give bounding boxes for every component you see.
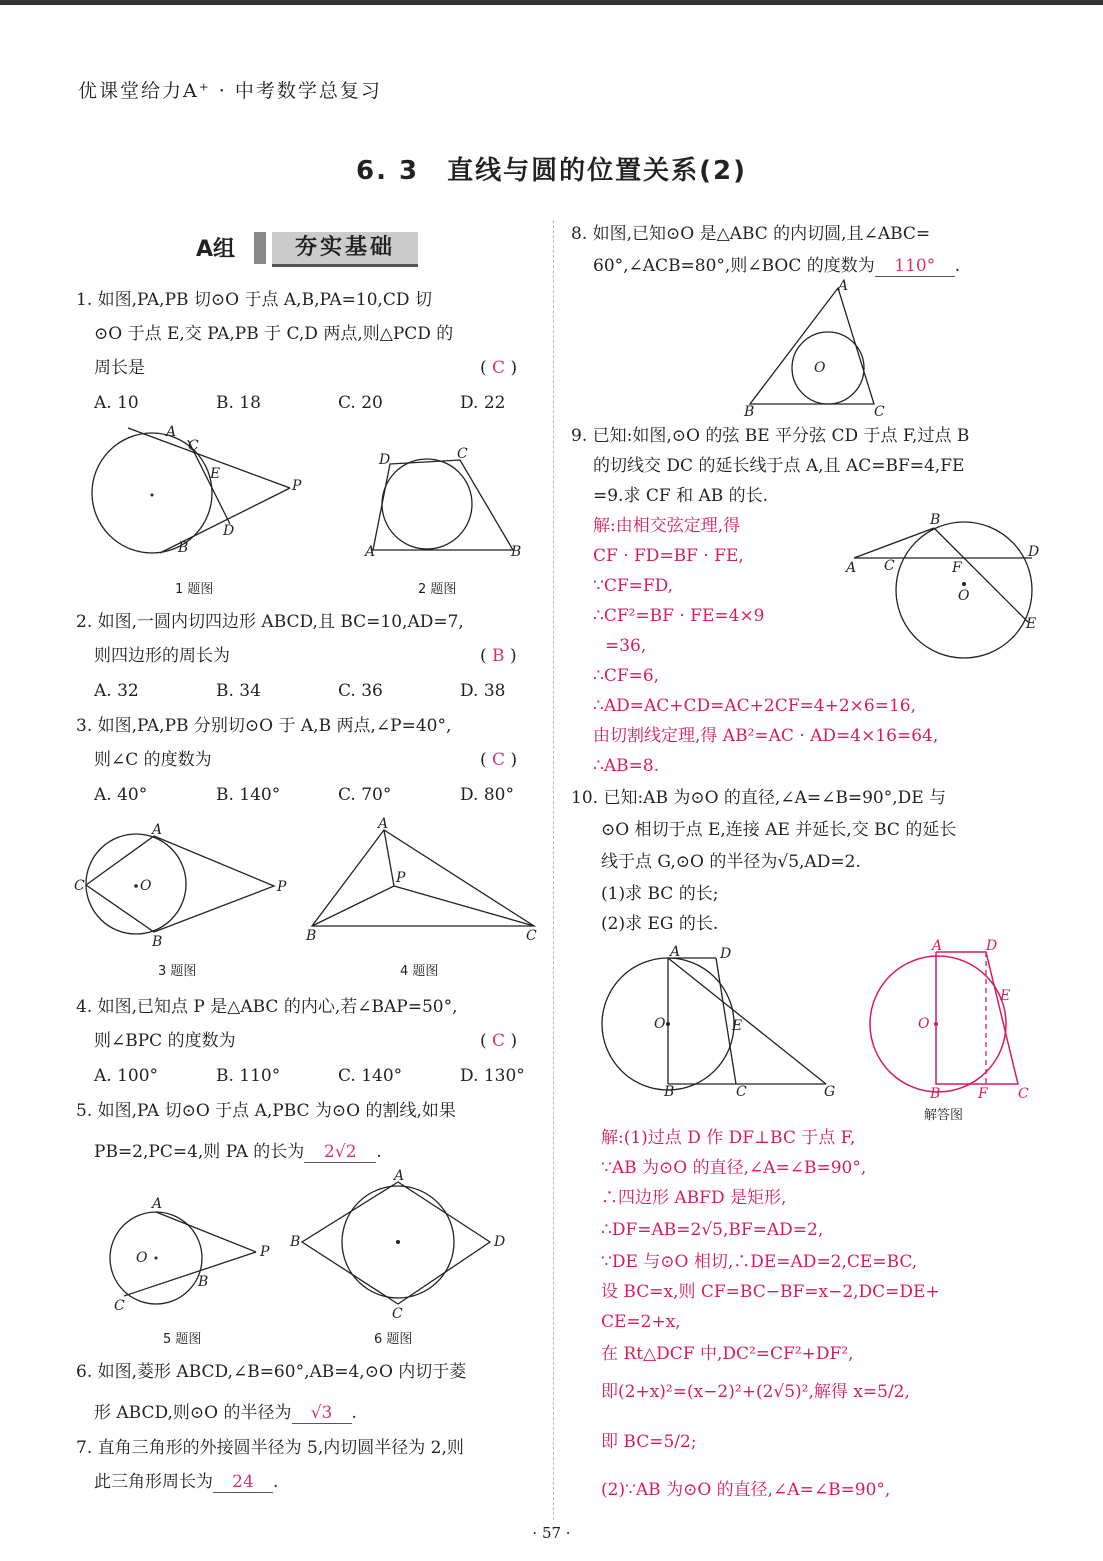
svg-text:B: B	[930, 512, 941, 528]
q10-solution-2: ∵AB 为⊙O 的直径,∠A=∠B=90°,	[601, 1158, 867, 1178]
q1-line1: 1. 如图,PA,PB 切⊙O 于点 A,B,PA=10,CD 切	[76, 290, 432, 310]
figure-5-caption: 5 题图	[163, 1332, 202, 1347]
svg-text:B: B	[930, 1086, 941, 1102]
svg-text:C: C	[1018, 1086, 1029, 1102]
q6-line2: 形 ABCD,则⊙O 的半径为 √3 .	[94, 1403, 357, 1423]
section-name: 直线与圆的位置关系(2)	[447, 156, 747, 186]
q10-solution-5: ∵DE 与⊙O 相切,∴DE=AD=2,CE=BC,	[601, 1252, 918, 1272]
q1-option-a: A. 10	[94, 393, 139, 413]
svg-text:D: D	[720, 946, 732, 962]
q3-answer: ( C )	[480, 750, 518, 770]
figure-5	[104, 1196, 284, 1316]
svg-text:O: O	[140, 878, 152, 894]
svg-text:O: O	[918, 1016, 930, 1032]
svg-text:A: A	[670, 944, 681, 960]
q9-line3: =9.求 CF 和 AB 的长.	[593, 486, 769, 506]
svg-text:D: D	[494, 1234, 506, 1250]
svg-text:F: F	[978, 1086, 988, 1102]
svg-text:O: O	[814, 360, 826, 376]
svg-text:E: E	[732, 1018, 743, 1034]
figure-10	[598, 944, 838, 1100]
svg-text:E: E	[210, 466, 221, 482]
q5-line1: 5. 如图,PA 切⊙O 于点 A,PBC 为⊙O 的割线,如果	[76, 1101, 456, 1121]
svg-text:D: D	[223, 523, 235, 539]
q3-option-b: B. 140°	[216, 785, 281, 805]
svg-text:A: A	[838, 278, 849, 294]
q4-line1: 4. 如图,已知点 P 是△ABC 的内心,若∠BAP=50°,	[76, 997, 458, 1017]
svg-text:A: A	[152, 1196, 163, 1212]
column-divider	[553, 220, 554, 1520]
svg-text:B: B	[198, 1274, 209, 1290]
page-number: · 57 ·	[532, 1524, 571, 1542]
q4-line2: 则∠BPC 的度数为	[94, 1031, 236, 1051]
q1-line2: ⊙O 于点 E,交 PA,PB 于 C,D 两点,则△PCD 的	[94, 324, 454, 344]
q8-line2: 60°,∠ACB=80°,则∠BOC 的度数为 110° .	[593, 256, 961, 276]
q9-solution-7: ∴AD=AC+CD=AC+2CF=4+2×6=16,	[593, 696, 916, 716]
svg-text:O: O	[654, 1016, 666, 1032]
svg-text:C: C	[884, 558, 895, 574]
q9-solution-9: ∴AB=8.	[593, 756, 660, 776]
figure-8	[742, 278, 902, 422]
q5-line2: PB=2,PC=4,则 PA 的长为 2√2 .	[94, 1142, 382, 1162]
q10-solution-3: ∴四边形 ABFD 是矩形,	[601, 1188, 787, 1208]
svg-text:C: C	[736, 1084, 747, 1100]
section-title	[0, 150, 1103, 187]
q1-answer: ( C )	[480, 358, 518, 378]
q9-line1: 9. 已知:如图,⊙O 的弦 BE 平分弦 CD 于点 F,过点 B	[571, 426, 970, 446]
svg-text:B: B	[290, 1234, 301, 1250]
book-header: 优课堂给力A⁺ · 中考数学总复习	[78, 80, 382, 102]
q10-solution-11: (2)∵AB 为⊙O 的直径,∠A=∠B=90°,	[601, 1480, 891, 1500]
q1-option-d: D. 22	[460, 393, 506, 413]
svg-text:B: B	[664, 1084, 675, 1100]
q2-line1: 2. 如图,一圆内切四边形 ABCD,且 BC=10,AD=7,	[76, 612, 464, 632]
svg-text:P: P	[396, 870, 406, 886]
q9-solution-6: ∴CF=6,	[593, 666, 660, 686]
svg-text:O: O	[136, 1250, 148, 1266]
q2-option-a: A. 32	[94, 681, 139, 701]
q4-option-c: C. 140°	[338, 1066, 403, 1086]
q10-line3: 线于点 G,⊙O 的半径为√5,AD=2.	[601, 852, 861, 872]
svg-text:C: C	[114, 1298, 125, 1314]
svg-text:F: F	[952, 560, 962, 576]
q10-solution-8: 在 Rt△DCF 中,DC²=CF²+DF²,	[601, 1344, 854, 1364]
svg-text:A: A	[932, 938, 943, 954]
group-name: 夯实基础	[272, 232, 418, 267]
top-rule	[0, 0, 1103, 5]
q4-option-a: A. 100°	[94, 1066, 159, 1086]
q10-part2: (2)求 EG 的长.	[601, 914, 719, 934]
svg-text:C: C	[74, 878, 85, 894]
svg-text:A: A	[846, 560, 857, 576]
svg-text:A: A	[166, 424, 177, 440]
q2-line2: 则四边形的周长为	[94, 646, 230, 666]
q4-answer: ( C )	[480, 1031, 518, 1051]
q3-option-c: C. 70°	[338, 785, 392, 805]
svg-text:E: E	[1026, 616, 1037, 632]
q10-line2: ⊙O 相切于点 E,连接 AE 并延长,交 BC 的延长	[601, 820, 957, 840]
svg-text:B: B	[511, 544, 522, 560]
q3-line1: 3. 如图,PA,PB 分别切⊙O 于 A,B 两点,∠P=40°,	[76, 716, 452, 736]
q10-solution-1: 解:(1)过点 D 作 DF⊥BC 于点 F,	[601, 1128, 856, 1148]
q8-answer: 110°	[875, 256, 955, 277]
q3-option-d: D. 80°	[460, 785, 514, 805]
q9-solution-8: 由切割线定理,得 AB²=AC · AD=4×16=64,	[593, 726, 939, 746]
q8-line1: 8. 如图,已知⊙O 是△ABC 的内切圆,且∠ABC=	[571, 224, 931, 244]
q7-line2: 此三角形周长为 24 .	[94, 1472, 279, 1492]
figure-2-caption: 2 题图	[418, 582, 457, 597]
figure-6	[290, 1168, 510, 1322]
figure-3	[74, 822, 294, 950]
svg-text:A: A	[365, 544, 376, 560]
svg-text:C: C	[874, 404, 885, 420]
q6-answer: √3	[292, 1403, 352, 1424]
svg-text:C: C	[457, 446, 468, 462]
svg-text:A: A	[394, 1168, 405, 1184]
q4-option-d: D. 130°	[460, 1066, 525, 1086]
q9-solution-4: ∴CF²=BF · FE=4×9	[593, 606, 765, 626]
figure-4-caption: 4 题图	[400, 964, 439, 979]
svg-text:O: O	[958, 588, 970, 604]
q10-solution-4: ∴DF=AB=2√5,BF=AD=2,	[601, 1220, 824, 1240]
q9-solution-2: CF · FD=BF · FE,	[593, 546, 744, 566]
q7-answer: 24	[213, 1472, 273, 1493]
figure-3-caption: 3 题图	[158, 964, 197, 979]
q10-solution-7: CE=2+x,	[601, 1312, 681, 1332]
svg-text:B: B	[744, 404, 755, 420]
section-number: 6. 3	[356, 156, 420, 186]
svg-text:B: B	[178, 540, 189, 556]
q2-option-d: D. 38	[460, 681, 506, 701]
q2-answer: ( B )	[480, 646, 517, 666]
q10-solution-9: 即(2+x)²=(x−2)²+(2√5)²,解得 x=5/2,	[601, 1382, 910, 1402]
answer-figure	[866, 940, 1046, 1110]
svg-text:E: E	[1000, 988, 1011, 1004]
group-banner	[196, 232, 420, 266]
q7-line1: 7. 直角三角形的外接圆半径为 5,内切圆半径为 2,则	[76, 1438, 464, 1458]
figure-2	[365, 448, 525, 558]
q2-option-c: C. 36	[338, 681, 383, 701]
svg-text:D: D	[986, 938, 998, 954]
q4-option-b: B. 110°	[216, 1066, 281, 1086]
q9-solution-5: =36,	[605, 636, 647, 656]
figure-6-caption: 6 题图	[374, 1332, 413, 1347]
q1-line3: 周长是	[94, 358, 145, 378]
figure-9	[846, 510, 1046, 660]
svg-text:D: D	[1028, 544, 1040, 560]
svg-text:B: B	[306, 928, 317, 944]
answer-figure-caption: 解答图	[924, 1108, 964, 1123]
svg-text:C: C	[392, 1306, 403, 1322]
q9-solution-1: 解:由相交弦定理,得	[593, 516, 741, 536]
figure-4	[302, 816, 542, 944]
q10-line1: 10. 已知:AB 为⊙O 的直径,∠A=∠B=90°,DE 与	[571, 788, 947, 808]
q1-option-c: C. 20	[338, 393, 383, 413]
q9-line2: 的切线交 DC 的延长线于点 A,且 AC=BF=4,FE	[593, 456, 965, 476]
svg-text:C: C	[526, 928, 537, 944]
q3-line2: 则∠C 的度数为	[94, 750, 212, 770]
q3-option-a: A. 40°	[94, 785, 148, 805]
svg-text:C: C	[188, 438, 199, 454]
svg-text:G: G	[824, 1084, 836, 1100]
q10-solution-6: 设 BC=x,则 CF=BC−BF=x−2,DC=DE+	[601, 1282, 940, 1302]
group-label: A组	[196, 237, 236, 262]
q9-solution-3: ∵CF=FD,	[593, 576, 674, 596]
q10-part1: (1)求 BC 的长;	[601, 884, 719, 904]
q10-solution-10: 即 BC=5/2;	[601, 1432, 697, 1452]
svg-text:P: P	[292, 478, 302, 494]
figure-1	[90, 420, 310, 560]
svg-text:P: P	[277, 879, 287, 895]
svg-text:B: B	[152, 934, 163, 950]
figure-1-caption: 1 题图	[175, 582, 214, 597]
svg-text:P: P	[260, 1244, 270, 1260]
q6-line1: 6. 如图,菱形 ABCD,∠B=60°,AB=4,⊙O 内切于菱	[76, 1362, 467, 1382]
q5-answer: 2√2	[304, 1142, 376, 1163]
q1-option-b: B. 18	[216, 393, 261, 413]
svg-text:D: D	[379, 452, 391, 468]
q2-option-b: B. 34	[216, 681, 261, 701]
svg-text:A: A	[152, 822, 163, 838]
svg-text:A: A	[378, 816, 389, 832]
